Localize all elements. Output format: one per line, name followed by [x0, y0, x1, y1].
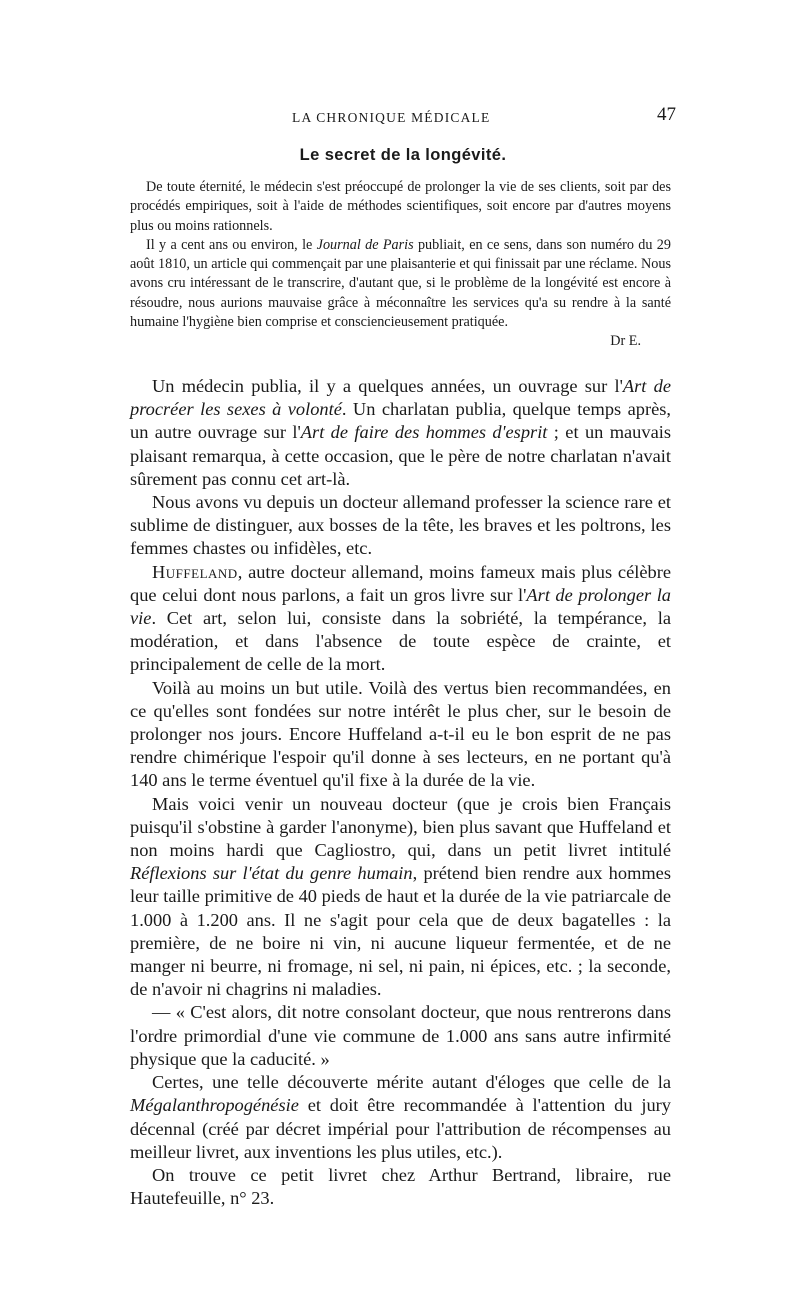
body-text: Certes, une telle découverte mérite autant d'éloges que celle de la — [152, 1072, 671, 1093]
editor-introduction — [130, 178, 671, 352]
body-paragraph: Voilà au moins un but utile. Voilà des vertus bien recommandées, en ce qu'elles sont fondées sur notre intérêt le plus cher, sur le besoin de prolonger nos jours. Encore Huffeland a-t-il eu le bon esprit de ne pas rendre chimérique l'espoir qu'il donne à ses lecteurs, en ne portant qu'à 140 ans le terme éventuel qu'il fixe à la durée de la vie. — [130, 677, 671, 791]
intro-text: publiait, en ce sens, dans son numéro du 29 août 1810, un article qui commençait par une plaisanterie et qui finissait par une réclame. Nous avons cru intéressant de le transcrire, d'autant que, si le problème de la longévité est encore à résoudre, nous aurions mauvaise grâce à méconnaître les services qu'a su rendre à la santé humaine l'hygiène bien comprise et consciencieusement pratiquée. — [130, 236, 671, 331]
book-title: Art de faire des hommes d'esprit — [300, 422, 548, 443]
book-title: Art de prolonger la vie — [130, 584, 671, 629]
body-paragraph — [130, 561, 671, 677]
body-text: ; et un mauvais plaisant remarqua, à cette occasion, que le père de notre charlatan n'avait sûrement pas connu cet art-là. — [130, 422, 671, 489]
book-title: Art de procréer les sexes à volonté — [130, 376, 671, 420]
page-number: 47 — [657, 104, 676, 125]
body-text: . Un charlatan publia, quelque temps après, un autre ouvrage sur l' — [130, 399, 671, 443]
intro-paragraph: De toute éternité, le médecin s'est préoccupé de prolonger la vie de ses clients, soit par des procédés empiriques, soit à l'aide de méthodes scientifiques, soit encore par d'autres moyens plus ou moins rationnels. — [130, 179, 671, 234]
body-text: Un médecin publia, il y a quelques années, un ouvrage sur l' — [152, 376, 623, 396]
body-text: et doit être recommandée à l'attention du jury décennal (créé par décret impérial pour l'attribution de récompenses au meilleur livret, aux inventions les plus utiles, etc.). — [130, 1095, 671, 1162]
body-text: Mais voici venir un nouveau docteur (que je crois bien Français puisqu'il s'obstine à garder l'anonyme), bien plus savant que Huffeland et non moins hardi que Cagliostro, qui, dans un petit livret intitulé — [130, 793, 671, 861]
intro-paragraph — [130, 236, 671, 332]
running-title: LA CHRONIQUE MÉDICALE — [292, 110, 491, 125]
intro-text: Il y a cent ans ou environ, le — [146, 236, 317, 253]
person-name: Huffeland — [152, 561, 238, 582]
book-title: Réflexions sur l'état du genre humain — [130, 863, 413, 884]
body-paragraph — [130, 375, 671, 491]
body-text: , prétend bien rendre aux hommes leur taille primitive de 40 pieds de haut et la durée de la vie patriarcale de 1.000 à 1.200 ans. Il ne s'agit pour cela que de deux bagatelles : la première, de ne boire ni vin, ni aucune liqueur fermentée, et de ne manger ni beurre, ni fromage, ni sel, ni pain, ni épices, etc. ; la seconde, de n'avoir ni chagrins ni maladies. — [130, 863, 672, 1000]
article-title: Le secret de la longévité. — [299, 146, 507, 164]
body-paragraph: — « C'est alors, dit notre consolant docteur, que nous rentrerons dans l'ordre primordial d'une vie commune de 1.000 ans sans autre infirmité physique que la caducité. » — [130, 1002, 671, 1069]
body-paragraph — [130, 793, 671, 1002]
body-text: . Cet art, selon lui, consiste dans la sobriété, la tempérance, la modération, et dans l'absence de toute espèce de crainte, et principalement de celle de la mort. — [130, 608, 671, 675]
body-paragraph: On trouve ce petit livret chez Arthur Bertrand, libraire, rue Hautefeuille, n° 23. — [130, 1164, 671, 1209]
book-title: Mégalanthropogénésie — [130, 1095, 299, 1116]
running-head — [130, 104, 676, 132]
article-body — [130, 375, 671, 1210]
editor-signature: Dr E. — [610, 333, 641, 350]
body-paragraph: Nous avons vu depuis un docteur allemand professer la science rare et sublime de distinguer, aux bosses de la tête, les braves et les poltrons, les femmes chastes ou infidèles, etc. — [130, 492, 671, 559]
body-text: , autre docteur allemand, moins fameux mais plus célèbre que celui dont nous parlons, a fait un gros livre sur l' — [130, 561, 671, 605]
journal-title: Journal de Paris — [316, 236, 414, 253]
body-paragraph — [130, 1071, 671, 1164]
